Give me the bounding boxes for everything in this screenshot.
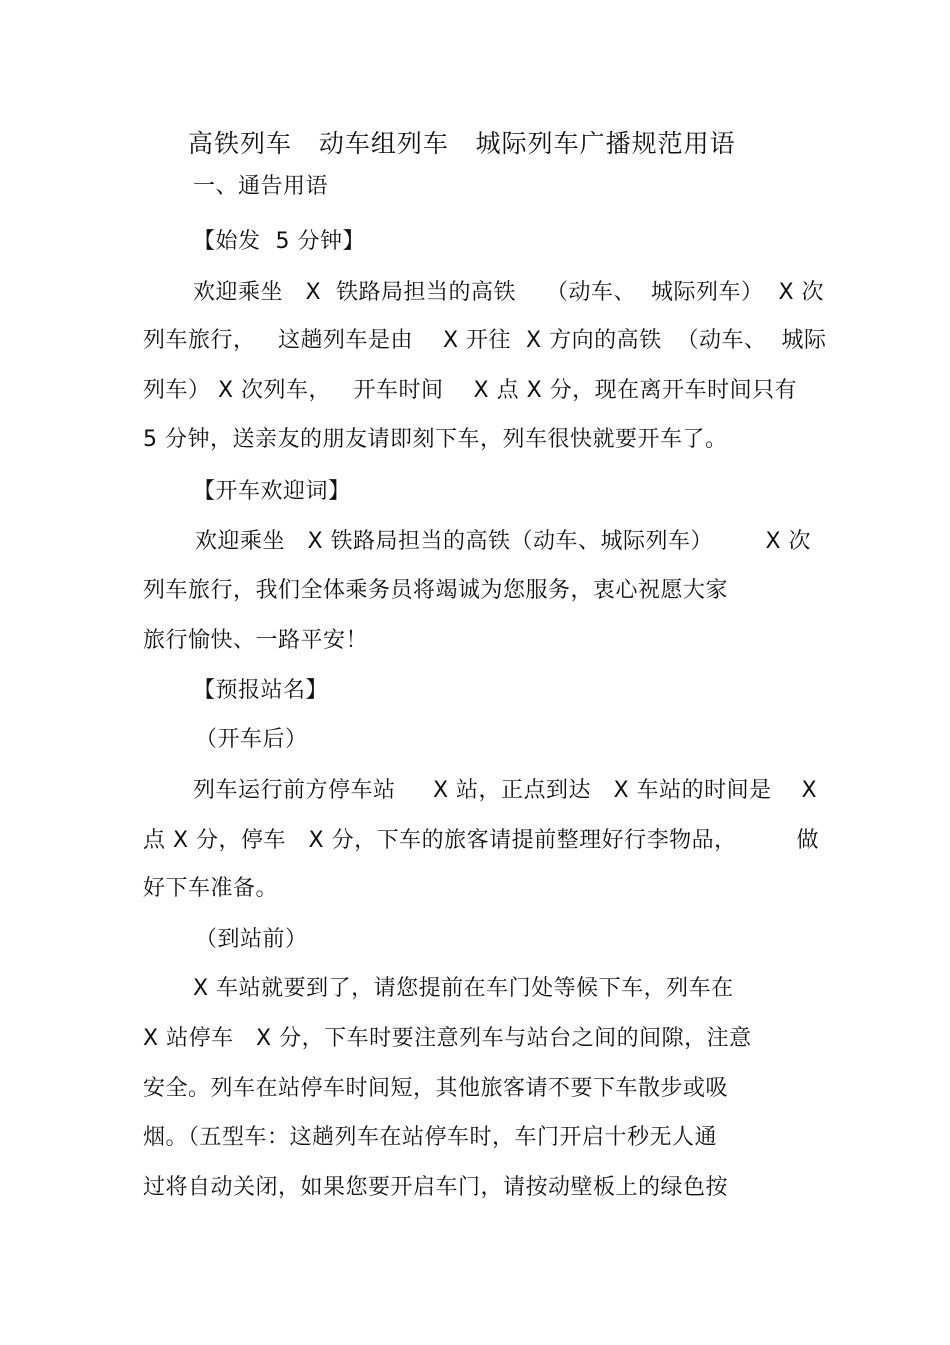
paragraph-line: 5 分钟，送亲友的朋友请即刻下车，列车很快就要开车了。: [143, 427, 728, 452]
paragraph-line: 列车运行前方停车站 X 站，正点到达 X 车站的时间是 X: [193, 778, 818, 803]
paragraph-line: 点 X 分，停车 X 分，下车的旅客请提前整理好行李物品， 做: [143, 828, 820, 853]
paragraph-line: 安全。列车在站停车时间短，其他旅客请不要下车散步或吸: [143, 1076, 729, 1101]
paragraph-line: 欢迎乘坐 X 铁路局担当的高铁（动车、城际列车） X 次: [195, 529, 812, 554]
block-heading-welcome: 【开车欢迎词】: [193, 479, 351, 504]
paragraph-line: 烟。（五型车：这趟列车在站停车时，车门开启十秒无人通: [143, 1125, 718, 1150]
block-heading-departure: 【始发 5 分钟】: [193, 229, 365, 254]
block-heading-station: 【预报站名】: [193, 678, 329, 703]
subheading-after-departure: （开车后）: [195, 727, 308, 752]
paragraph-line: 好下车准备。: [143, 876, 279, 901]
paragraph-line: 过将自动关闭，如果您要开启车门，请按动壁板上的绿色按: [143, 1175, 729, 1200]
subheading-before-arrival: （到站前）: [195, 927, 308, 952]
paragraph-line: X 站停车 X 分，下车时要注意列车与站台之间的间隙，注意: [143, 1026, 752, 1051]
paragraph-line: 列车旅行， 这趟列车是由 X 开往 X 方向的高铁 （动车、 城际: [143, 328, 827, 353]
paragraph-line: 欢迎乘坐 X 铁路局担当的高铁 （动车、 城际列车） X 次: [193, 280, 825, 305]
paragraph-line: 旅行愉快、一路平安！: [143, 628, 369, 653]
paragraph-line: 列车旅行，我们全体乘务员将竭诚为您服务，衷心祝愿大家: [143, 578, 729, 603]
paragraph-line: 列车） X 次列车， 开车时间 X 点 X 分，现在离开车时间只有: [143, 378, 798, 403]
paragraph-line: X 车站就要到了，请您提前在车门处等候下车，列车在: [193, 976, 734, 1001]
document-title: 高铁列车 动车组列车 城际列车广播规范用语: [188, 129, 736, 158]
section-heading: 一、通告用语: [193, 174, 329, 199]
